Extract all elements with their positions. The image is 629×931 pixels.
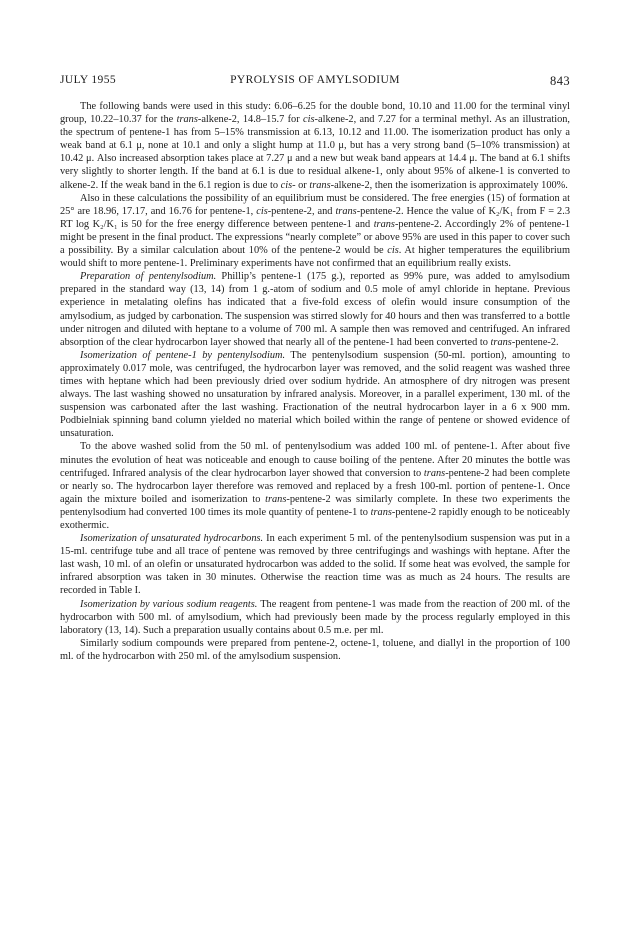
italic-text: trans (373, 218, 395, 230)
body-paragraph (60, 637, 570, 663)
body-paragraph (60, 440, 570, 532)
paragraph-text: -pentene-2. Hence the value of K₂/K₁ from F = 2.3 RT log K₂/K₁ is 50 for the free energy difference between pentene-1 and (60, 205, 570, 230)
paragraph-text: -pentene-2, and (267, 205, 336, 217)
body-paragraph (60, 270, 570, 349)
paragraph-text: The following bands were used in this study: 6.06–6.25 for the double bond, 10.10 and 11.00 for the terminal vinyl group, 10.22–10.37 for the (60, 101, 570, 126)
italic-text: Preparation of pentenylsodium. (80, 271, 217, 283)
paragraph-text: -alkene-2, and 7.27 for a terminal methyl. As an illustration, the spectrum of pentene-1 has from 5–15% transmission at 6.13, 10.12 and 11.00. The isomerization product has only a weak band at 6.1 μ, none at 10.1 and only a slight hump at 11.0 μ, but has a very strong band (5–10% transmission) at 10.42 μ. Also increased absorption takes place at 7.27 μ and a new but weak band appears at 14.4 μ. The band at 6.1 shifts very slightly to shorter length. If the band at 6.1 is due to residual alkene-1, only about 95% of alkene-1 is converted to alkene-2. If the weak band in the 6.1 region is due to (60, 114, 570, 191)
paragraph-text: -pentene-2 had been complete or nearly so. The hydrocarbon layer therefore was removed and replaced by a fresh 100-ml. portion of pentene-1. Once again the mixture boiled and isomerization to (60, 467, 570, 505)
paragraph-text: -pentene-2. (511, 336, 559, 348)
italic-text: Isomerization by various sodium reagents. (80, 598, 258, 610)
running-header (60, 74, 570, 90)
italic-text: Isomerization of unsaturated hydrocarbons. (80, 533, 264, 545)
italic-text: trans (370, 506, 392, 518)
italic-text: trans (490, 336, 512, 348)
italic-text: Isomerization of pentene-1 by pentenylsodium. (80, 349, 286, 361)
paragraph-text: - or (292, 179, 310, 191)
italic-text: cis (387, 245, 399, 257)
paragraph-text: In each experiment 5 ml. of the pentenylsodium suspension was put in a 15-ml. centrifuge tube and all trace of pentene was removed by three centrifugings and washings with heptane. After the last wash, 10 ml. of an olefin or unsaturated hydrocarbon was added to the solid. If some heat was evolved, the sample for infrared absorption was taken in 30 minutes. Otherwise the reaction time was as much as 24 hours. The results are recorded in Table I. (60, 533, 570, 597)
italic-text: cis (280, 179, 293, 191)
paragraph-text: -pentene-2. Accordingly 2% of pentene-1 might be present in the final product. The expressions “nearly complete” or above 95% are used in this paper to cover such a possibility. By a similar calculation about 10% of the pentene-2 would be (60, 218, 570, 257)
paragraph-text: . At higher temperatures the equilibrium would shift to more pentene-1. Preliminary experiments have not confirmed that an equilibrium really exists. (60, 245, 571, 270)
paragraph-text: Similarly sodium compounds were prepared from pentene-2, octene-1, toluene, and diallyl in the proportion of 100 ml. of the hydrocarbon with 250 ml. of the amylsodium suspension. (60, 637, 570, 662)
italic-text: trans (265, 493, 287, 505)
italic-text: trans (423, 467, 446, 479)
body-paragraph (60, 532, 570, 597)
italic-text: trans (335, 205, 357, 217)
paragraph-text: -pentene-2 was similarly complete. In these two experiments the pentenylsodium had converted 100 times its mole quantity of pentene-1 to (60, 493, 570, 518)
body-paragraph (60, 100, 570, 192)
italic-text: cis (256, 205, 268, 217)
body-paragraph (60, 349, 570, 441)
header-title: PYROLYSIS OF AMYLSODIUM (230, 74, 400, 86)
italic-text: trans (309, 179, 331, 191)
paragraph-text: Also in these calculations the possibility of an equilibrium must be considered. The free energies (15) of formation at 25° are 18.96, 17.17, and 16.76 for pentene-1, (60, 192, 570, 217)
paragraph-text: -alkene-2, then the isomerization is approximately 100%. (330, 179, 568, 191)
article-body (60, 100, 570, 663)
paragraph-text: Phillip’s pentene-1 (175 g.), reported as 99% pure, was added to amylsodium prepared in the standard way (13, 14) from 1 g.-atom of sodium and 0.5 mole of amyl chloride in heptane. Previous experience in metalating olefins has indicated that a five-fold excess of olefin would insure consumption of the amylsodium, as judged by carbonation. The suspension was stirred slowly for 40 hours and then was transferred to a bottle under nitrogen and diluted with heptane to a volume of 700 ml. A sample then was removed and centrifuged. An infrared absorption of the clear hydrocarbon layer showed that nearly all of the pentene-1 had been converted to (60, 271, 570, 348)
body-paragraph (60, 598, 570, 637)
paragraph-text: -pentene-2 rapidly enough to be noticeably exothermic. (60, 506, 570, 531)
paragraph-text: The reagent from pentene-1 was made from the reaction of 200 ml. of the hydrocarbon with 500 ml. of amylsodium, which had previously been made by the process regularly employed in this laboratory (13, 14). Such a preparation usually contains about 0.5 m.e. per ml. (60, 598, 570, 636)
page-number: 843 (550, 74, 570, 88)
body-paragraph (60, 192, 570, 271)
paragraph-text: -alkene-2, 14.8–15.7 for (197, 114, 304, 126)
italic-text: trans (176, 114, 198, 126)
paragraph-text: The pentenylsodium suspension (50-ml. portion), amounting to approximately 0.017 mole, was centrifuged, the hydrocarbon layer was removed, and the solid reagent was washed three times with heptane which had been previously dried over sodium hydride. An atmosphere of dry nitrogen was present always. The last washing showed no unsaturation by infrared analysis. Moreover, in a parallel experiment, 130 ml. of the suspension was carbonated after the last washing. Fractionation of the neutral hydrocarbon layer in a 6 x 900 mm. Podbielniak spinning band column yielded no material which boiled within the range of pentene or showed evidence of unsaturation. (60, 349, 570, 440)
italic-text: cis (303, 114, 315, 126)
header-date: JULY 1955 (60, 74, 117, 86)
paragraph-text: To the above washed solid from the 50 ml. of pentenylsodium was added 100 ml. of pentene-1. After about five minutes the evolution of heat was noticeable and enough to cause boiling of the pentene. After 20 minutes the bottle was centrifuged. Infrared analysis of the clear hydrocarbon layer showed that conversion to (60, 441, 570, 479)
